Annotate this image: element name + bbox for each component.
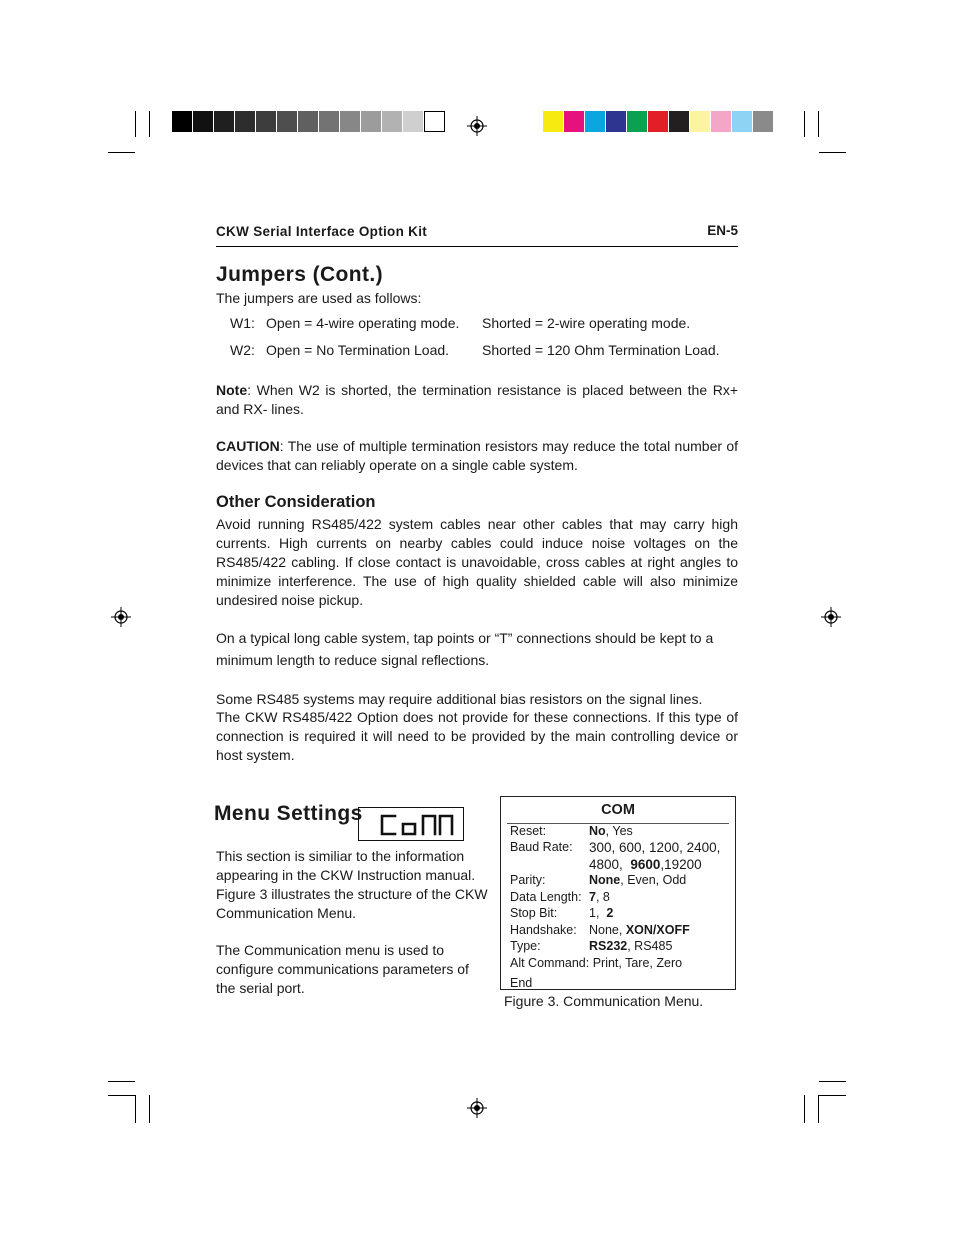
com-row-value xyxy=(589,890,610,904)
crop-mark xyxy=(819,1095,846,1096)
default-value: RS232 xyxy=(589,939,628,953)
gray-swatch xyxy=(235,111,256,132)
other-paragraph-3a: Some RS485 systems may require additional bias resistors on the signal lines. xyxy=(216,691,703,707)
option-values: , RS485 xyxy=(627,939,673,953)
crop-mark xyxy=(135,1095,136,1123)
gray-swatch xyxy=(172,111,193,132)
crop-mark xyxy=(818,111,819,137)
option-values: , 8 xyxy=(595,890,610,904)
color-swatch xyxy=(669,111,690,132)
com-row-label xyxy=(510,956,682,970)
option-values: 1, xyxy=(589,906,600,920)
gray-swatch xyxy=(277,111,298,132)
figure-caption: Figure 3. Communication Menu. xyxy=(504,993,704,1009)
caution-paragraph xyxy=(216,437,738,475)
gray-swatch xyxy=(214,111,235,132)
com-row-label: Stop Bit: xyxy=(510,906,558,920)
gray-swatch xyxy=(424,111,445,132)
jumper-shorted: Shorted = 2-wire operating mode. xyxy=(482,315,691,331)
com-row-label: Parity: xyxy=(510,873,546,887)
com-row-label-text: Alt Command: xyxy=(510,956,590,970)
color-swatch xyxy=(690,111,711,132)
lcd-display xyxy=(358,807,464,841)
com-menu-table xyxy=(500,796,736,990)
menu-settings-heading: Menu Settings xyxy=(214,802,363,825)
com-row-label: Data Length: xyxy=(510,890,582,904)
default-value: None xyxy=(589,873,621,887)
com-menu-title: COM xyxy=(601,802,635,818)
registration-mark-icon xyxy=(467,116,487,136)
option-values: ,19200 xyxy=(660,857,702,872)
default-value: 9600 xyxy=(630,857,661,872)
crop-mark xyxy=(108,1095,135,1096)
color-swatch xyxy=(627,111,648,132)
com-row-value xyxy=(589,939,672,953)
com-row-label: Baud Rate: xyxy=(510,840,573,854)
lcd-com-icon xyxy=(359,808,462,839)
option-values: , Even, Odd xyxy=(620,873,687,887)
color-swatch xyxy=(543,111,564,132)
com-row-value xyxy=(589,824,633,838)
color-bar xyxy=(543,111,774,132)
color-swatch xyxy=(753,111,774,132)
gray-swatch xyxy=(382,111,403,132)
default-value: 7 xyxy=(589,890,596,904)
jumpers-heading: Jumpers (Cont.) xyxy=(216,263,384,286)
crop-mark xyxy=(135,111,136,137)
com-row-value xyxy=(589,906,613,920)
com-row-label: Reset: xyxy=(510,824,547,838)
default-value: No xyxy=(589,824,606,838)
crop-mark xyxy=(149,111,150,137)
option-values: 4800, xyxy=(589,857,623,872)
com-row-value: 300, 600, 1200, 2400, xyxy=(589,840,721,855)
gray-swatch xyxy=(319,111,340,132)
gray-swatch xyxy=(361,111,382,132)
color-swatch xyxy=(711,111,732,132)
gray-swatch xyxy=(193,111,214,132)
gray-swatch xyxy=(256,111,277,132)
com-row-value xyxy=(589,873,686,887)
crop-mark xyxy=(819,1081,846,1082)
lcd-text: COM xyxy=(360,837,363,838)
gray-swatch xyxy=(340,111,361,132)
header-rule xyxy=(216,246,738,247)
color-swatch xyxy=(648,111,669,132)
note-text: : When W2 is shorted, the termination resistance is placed between the Rx+ and RX- lines. xyxy=(216,382,738,417)
grayscale-bar xyxy=(172,111,445,132)
option-values: , Yes xyxy=(605,824,633,838)
jumpers-intro: The jumpers are used as follows: xyxy=(216,290,422,306)
crop-mark xyxy=(819,152,846,153)
note-paragraph xyxy=(216,381,738,419)
jumper-open: Open = No Termination Load. xyxy=(266,342,450,358)
color-swatch xyxy=(732,111,753,132)
option-values: None, xyxy=(589,923,623,937)
crop-mark xyxy=(804,1095,805,1123)
gray-swatch xyxy=(403,111,424,132)
default-value: XON/XOFF xyxy=(625,923,690,937)
com-row-value xyxy=(589,857,702,872)
crop-mark xyxy=(149,1095,150,1123)
com-row-value: Print, Tare, Zero xyxy=(592,956,683,970)
registration-mark-icon xyxy=(111,607,131,627)
color-swatch xyxy=(606,111,627,132)
jumper-id: W2: xyxy=(230,342,255,358)
crop-mark xyxy=(818,1095,819,1123)
crop-mark xyxy=(108,152,135,153)
page-number: EN-5 xyxy=(707,223,738,238)
crop-mark xyxy=(804,111,805,137)
other-paragraph-2b: minimum length to reduce signal reflections. xyxy=(216,652,490,668)
running-header-title: CKW Serial Interface Option Kit xyxy=(216,224,428,239)
com-row-value xyxy=(589,923,690,937)
caution-label: CAUTION xyxy=(216,438,280,454)
menu-paragraph-1: This section is similiar to the information appearing in the CKW Instruction manual. Figure 3 illustrates the structure of the CKW Communication Menu. xyxy=(216,848,488,921)
registration-mark-icon xyxy=(467,1098,487,1118)
other-paragraph-2a: On a typical long cable system, tap points or “T” connections should be kept to a xyxy=(216,630,714,646)
other-paragraph-1: Avoid running RS485/422 system cables near other cables that may carry high currents. High currents on nearby cables could induce noise voltages on the RS485/422 cabling. If close contact is unavoidable, cross cables at right angles to minimize interference. The use of high quality shielded cable will also minimize undesired noise pickup. xyxy=(216,516,738,608)
com-row-label: Handshake: xyxy=(510,923,577,937)
menu-paragraph-2: The Communication menu is used to configure communications parameters of the serial port. xyxy=(216,942,469,996)
color-swatch xyxy=(564,111,585,132)
other-consideration-heading: Other Consideration xyxy=(216,493,376,511)
registration-mark-icon xyxy=(821,607,841,627)
gray-swatch xyxy=(298,111,319,132)
jumper-open: Open = 4-wire operating mode. xyxy=(266,315,460,331)
jumper-id: W1: xyxy=(230,315,255,331)
note-label: Note xyxy=(216,382,248,398)
default-value: 2 xyxy=(606,906,614,920)
crop-mark xyxy=(108,1081,135,1082)
color-swatch xyxy=(585,111,606,132)
caution-text: : The use of multiple termination resistors may reduce the total number of devices that can reliably operate on a single cable system. xyxy=(216,438,738,473)
com-row-label: Type: xyxy=(510,939,541,953)
other-paragraph-3b: The CKW RS485/422 Option does not provide for these connections. If this type of connection is required it will need to be provided by the main controlling device or host system. xyxy=(216,709,738,763)
com-row-label: End xyxy=(510,976,533,990)
jumper-shorted: Shorted = 120 Ohm Termination Load. xyxy=(482,342,720,358)
